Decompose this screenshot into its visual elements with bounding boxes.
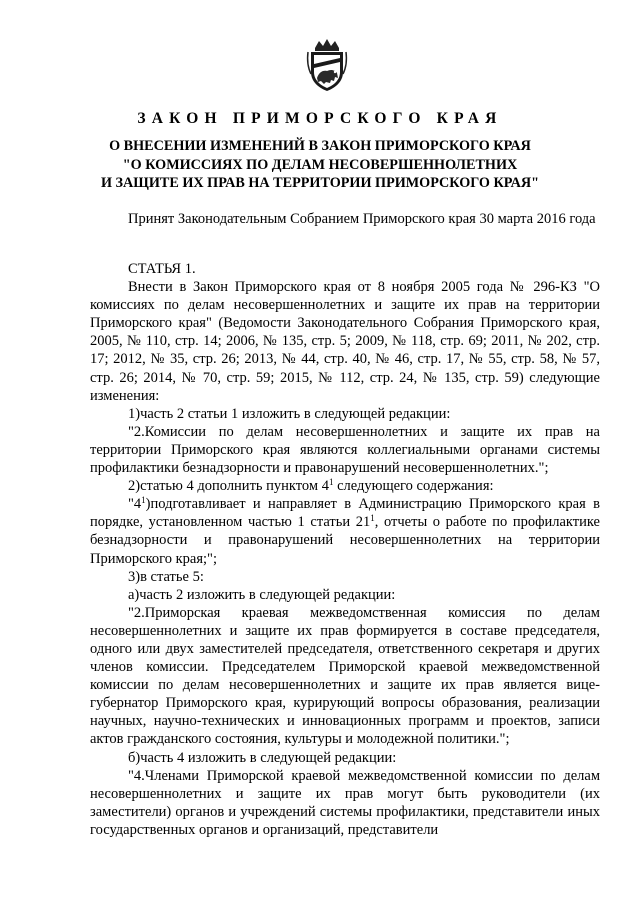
heading-line-2: "О КОМИССИЯХ ПО ДЕЛАМ НЕСОВЕРШЕННОЛЕТНИХ	[122, 156, 518, 173]
item-3a-text: "2.Приморская краевая межведомственная комиссия по делам несовершеннолетних и защите их прав формируется в составе председателя, одного или двух заместителей председателя, ответственного секретаря и других членов комиссии. Председателем Приморской краевой межведомственной комиссии по делам несовершеннолетних и защите их прав является вице-губернатор Приморского края, курирующий вопросы образования, реализации научных, научно-технических и инновационных программ и проектов, записи актов гражданского состояния, культуры и молодежной политики.";	[90, 604, 600, 748]
item-3: 3)в статье 5:	[128, 568, 204, 585]
item-3a: а)часть 2 изложить в следующей редакции:	[128, 586, 396, 603]
item-3b: б)часть 4 изложить в следующей редакции:	[128, 749, 397, 766]
item-2: 2)статью 4 дополнить пунктом $4^1$ следующего содержания:	[128, 477, 494, 495]
item-3b-text: "4.Членами Приморской краевой межведомственной комиссии по делам несовершеннолетних и защите их прав могут быть руководители (их заместители) органов и учреждений системы профилактики, представители иных государственных органов и организаций, представители	[90, 767, 600, 838]
item-1-text: "2.Комиссии по делам несовершеннолетних и защите их прав на территории Приморского края являются коллегиальными органами системы профилактики безнадзорности и правонарушений несовершеннолетних.";	[90, 423, 600, 477]
law-heading	[90, 137, 550, 193]
coat-of-arms-icon	[305, 38, 349, 92]
accepted-statement: Принят Законодательным Собранием Приморского края 30 марта 2016 года	[128, 211, 596, 227]
item-1: 1)часть 2 статьи 1 изложить в следующей редакции:	[128, 405, 451, 422]
article-title: СТАТЬЯ 1.	[128, 261, 196, 277]
article-intro: Внести в Закон Приморского края от 8 ноября 2005 года № 296-КЗ "О комиссиях по делам несовершеннолетних и защите их прав на территории Приморского края" (Ведомости Законодательного Собрания Приморского края, 2005, № 110, стр. 14; 2006, № 135, стр. 5; 2009, № 118, стр. 69; 2011, № 202, стр. 17; 2012, № 35, стр. 26; 2013, № 44, стр. 40, № 46, стр. 17, № 55, стр. 58, № 57, стр. 26; 2014, № 70, стр. 59; 2015, № 112, стр. 24, № 135, стр. 59) следующие изменения:	[90, 279, 600, 404]
heading-line-1: О ВНЕСЕНИИ ИЗМЕНЕНИЙ В ЗАКОН ПРИМОРСКОГО КРАЯ	[109, 138, 531, 154]
item-2-text: "$4^1)подготавливает$ и направляет в Администрацию Приморского края в порядке, установленном частью 1 статьи $21^1$, отчеты о работе по профилактике безнадзорности и правонарушений несовершеннолетних на территории Приморского края;";	[90, 495, 600, 567]
law-title: ЗАКОН ПРИМОРСКОГО КРАЯ	[137, 110, 503, 127]
heading-line-3: И ЗАЩИТЕ ИХ ПРАВ НА ТЕРРИТОРИИ ПРИМОРСКОГО КРАЯ"	[100, 175, 540, 191]
article-body	[90, 260, 600, 839]
